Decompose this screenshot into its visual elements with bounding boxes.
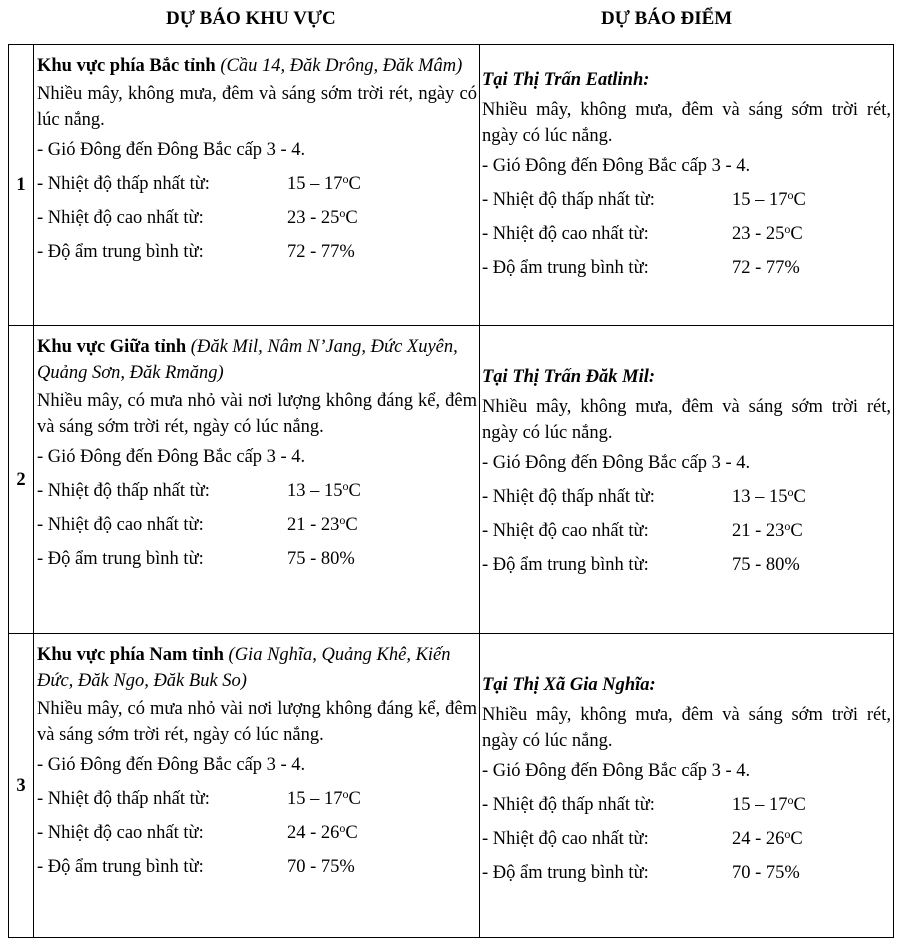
region-title <box>37 334 477 386</box>
degree-mark: o <box>342 172 349 186</box>
degree-mark: o <box>339 206 346 220</box>
celsius-unit: C <box>348 789 361 809</box>
humidity-line <box>482 552 891 578</box>
degree-mark: o <box>784 519 791 533</box>
max-temp-value: 21 - 23 <box>287 515 340 535</box>
humidity-line <box>482 255 891 281</box>
celsius-unit: C <box>790 224 803 244</box>
row-number: 3 <box>9 634 34 938</box>
point-title: Tại Thị Trấn Đăk Mil: <box>482 367 656 387</box>
point-title: Tại Thị Trấn Eatlinh: <box>482 70 650 90</box>
row-number: 2 <box>9 326 34 634</box>
humidity-value: 70 - 75% <box>287 857 355 877</box>
table-row <box>9 326 894 634</box>
celsius-unit: C <box>793 795 806 815</box>
humidity-label: - Độ ẩm trung bình từ: <box>482 258 649 278</box>
region-name: Khu vực phía Bắc tỉnh <box>37 56 216 76</box>
humidity-label: - Độ ẩm trung bình từ: <box>37 242 204 262</box>
max-temp-value: 23 - 25 <box>732 224 785 244</box>
max-temp-line <box>482 826 891 852</box>
min-temp-label: - Nhiệt độ thấp nhất từ: <box>37 789 210 809</box>
celsius-unit: C <box>793 487 806 507</box>
min-temp-label: - Nhiệt độ thấp nhất từ: <box>482 190 655 210</box>
point-description: Nhiều mây, không mưa, đêm và sáng sớm trời rét, ngày có lúc nắng. <box>482 100 891 146</box>
table-header <box>0 0 900 44</box>
humidity-line <box>37 854 477 880</box>
celsius-unit: C <box>790 829 803 849</box>
degree-mark: o <box>787 188 794 202</box>
wind-line: - Gió Đông đến Đông Bắc cấp 3 - 4. <box>482 761 751 781</box>
degree-mark: o <box>784 222 791 236</box>
point-forecast-cell <box>480 326 894 634</box>
row-number: 1 <box>9 45 34 326</box>
max-temp-label: - Nhiệt độ cao nhất từ: <box>37 823 204 843</box>
max-temp-line <box>37 205 477 231</box>
region-description: Nhiều mây, có mưa nhỏ vài nơi lượng không đáng kể, đêm và sáng sớm trời rét, ngày có lúc nắng. <box>37 391 477 437</box>
min-temp-value: 13 – 15 <box>287 481 343 501</box>
max-temp-line <box>37 512 477 538</box>
celsius-unit: C <box>790 521 803 541</box>
region-name: Khu vực phía Nam tỉnh <box>37 645 224 665</box>
humidity-value: 72 - 77% <box>287 242 355 262</box>
max-temp-label: - Nhiệt độ cao nhất từ: <box>37 208 204 228</box>
humidity-label: - Độ ẩm trung bình từ: <box>482 555 649 575</box>
celsius-unit: C <box>345 208 358 228</box>
min-temp-value: 15 – 17 <box>732 795 788 815</box>
table-row <box>9 634 894 938</box>
humidity-label: - Độ ẩm trung bình từ: <box>37 549 204 569</box>
min-temp-line <box>482 484 891 510</box>
wind-line: - Gió Đông đến Đông Bắc cấp 3 - 4. <box>37 755 306 775</box>
humidity-value: 72 - 77% <box>732 258 800 278</box>
table-row <box>9 45 894 326</box>
wind-line: - Gió Đông đến Đông Bắc cấp 3 - 4. <box>37 447 306 467</box>
max-temp-line <box>482 221 891 247</box>
region-forecast-cell <box>34 45 480 326</box>
humidity-label: - Độ ẩm trung bình từ: <box>37 857 204 877</box>
degree-mark: o <box>784 827 791 841</box>
max-temp-value: 23 - 25 <box>287 208 340 228</box>
region-name: Khu vực Giữa tỉnh <box>37 337 187 357</box>
humidity-line <box>482 860 891 886</box>
wind-line: - Gió Đông đến Đông Bắc cấp 3 - 4. <box>482 156 751 176</box>
celsius-unit: C <box>345 823 358 843</box>
point-forecast-heading: DỰ BÁO ĐIỂM <box>601 8 733 29</box>
humidity-line <box>37 239 477 265</box>
min-temp-line <box>37 478 477 504</box>
max-temp-value: 21 - 23 <box>732 521 785 541</box>
min-temp-line <box>482 187 891 213</box>
region-title <box>37 642 477 694</box>
max-temp-value: 24 - 26 <box>287 823 340 843</box>
max-temp-value: 24 - 26 <box>732 829 785 849</box>
min-temp-line <box>37 171 477 197</box>
celsius-unit: C <box>793 190 806 210</box>
min-temp-label: - Nhiệt độ thấp nhất từ: <box>482 487 655 507</box>
min-temp-value: 15 – 17 <box>732 190 788 210</box>
humidity-label: - Độ ẩm trung bình từ: <box>482 863 649 883</box>
point-forecast-cell <box>480 634 894 938</box>
max-temp-label: - Nhiệt độ cao nhất từ: <box>482 829 649 849</box>
min-temp-label: - Nhiệt độ thấp nhất từ: <box>37 481 210 501</box>
degree-mark: o <box>339 513 346 527</box>
point-description: Nhiều mây, không mưa, đêm và sáng sớm trời rét, ngày có lúc nắng. <box>482 705 891 751</box>
humidity-line <box>37 546 477 572</box>
region-forecast-cell <box>34 326 480 634</box>
max-temp-line <box>37 820 477 846</box>
point-description: Nhiều mây, không mưa, đêm và sáng sớm trời rét, ngày có lúc nắng. <box>482 397 891 443</box>
degree-mark: o <box>787 793 794 807</box>
min-temp-value: 15 – 17 <box>287 174 343 194</box>
degree-mark: o <box>342 787 349 801</box>
degree-mark: o <box>787 485 794 499</box>
min-temp-value: 15 – 17 <box>287 789 343 809</box>
region-forecast-heading: DỰ BÁO KHU VỰC <box>166 8 336 29</box>
degree-mark: o <box>342 479 349 493</box>
region-areas: (Gia Nghĩa, Quảng Khê, Kiến Đức, Đăk Ngo, Đăk Buk So) <box>37 645 451 691</box>
region-forecast-cell <box>34 634 480 938</box>
degree-mark: o <box>339 821 346 835</box>
max-temp-label: - Nhiệt độ cao nhất từ: <box>37 515 204 535</box>
forecast-table <box>8 44 894 938</box>
region-areas: (Đăk Mil, Nâm N’Jang, Đức Xuyên, Quảng Sơn, Đăk Rmăng) <box>37 337 458 383</box>
max-temp-line <box>482 518 891 544</box>
point-forecast-cell <box>480 45 894 326</box>
region-description: Nhiều mây, có mưa nhỏ vài nơi lượng không đáng kể, đêm và sáng sớm trời rét, ngày có lúc nắng. <box>37 699 477 745</box>
region-title <box>37 53 477 79</box>
humidity-value: 70 - 75% <box>732 863 800 883</box>
min-temp-line <box>482 792 891 818</box>
celsius-unit: C <box>348 174 361 194</box>
min-temp-line <box>37 786 477 812</box>
celsius-unit: C <box>348 481 361 501</box>
min-temp-value: 13 – 15 <box>732 487 788 507</box>
humidity-value: 75 - 80% <box>732 555 800 575</box>
max-temp-label: - Nhiệt độ cao nhất từ: <box>482 224 649 244</box>
region-description: Nhiều mây, không mưa, đêm và sáng sớm trời rét, ngày có lúc nắng. <box>37 84 477 130</box>
wind-line: - Gió Đông đến Đông Bắc cấp 3 - 4. <box>482 453 751 473</box>
wind-line: - Gió Đông đến Đông Bắc cấp 3 - 4. <box>37 140 306 160</box>
max-temp-label: - Nhiệt độ cao nhất từ: <box>482 521 649 541</box>
region-areas: (Cầu 14, Đăk Drông, Đăk Mâm) <box>220 56 463 76</box>
point-title: Tại Thị Xã Gia Nghĩa: <box>482 675 656 695</box>
min-temp-label: - Nhiệt độ thấp nhất từ: <box>37 174 210 194</box>
min-temp-label: - Nhiệt độ thấp nhất từ: <box>482 795 655 815</box>
celsius-unit: C <box>345 515 358 535</box>
humidity-value: 75 - 80% <box>287 549 355 569</box>
